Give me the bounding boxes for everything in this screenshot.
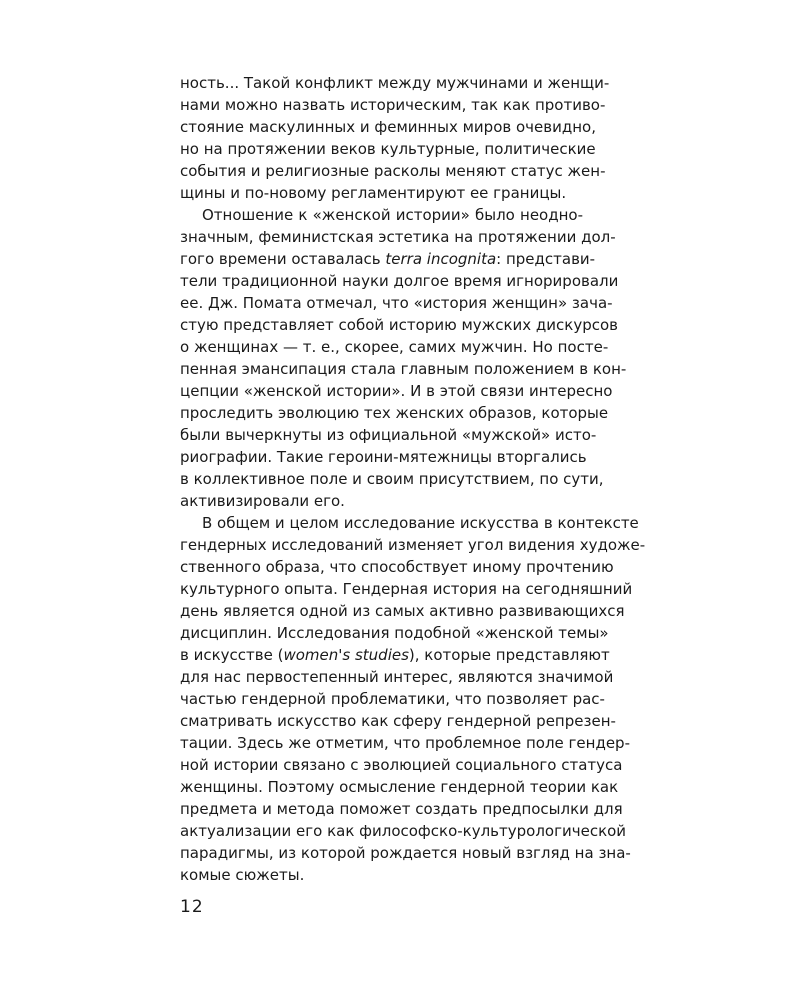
text-line: нами можно назвать историческим, так как противо- bbox=[180, 96, 606, 114]
text-line: культурного опыта. Гендерная история на сегодняшний bbox=[180, 580, 633, 598]
italic-term: women's studies bbox=[283, 646, 409, 664]
page-number: 12 bbox=[180, 897, 204, 917]
body-text bbox=[180, 72, 646, 886]
text-line: для нас первостепенный интерес, являются значимой bbox=[180, 668, 614, 686]
text-line: активизировали его. bbox=[180, 492, 345, 510]
text-line: ность... Такой конфликт между мужчинами и женщи- bbox=[180, 74, 610, 92]
text-line: В общем и целом исследование искусства в контексте bbox=[202, 514, 639, 532]
text-line: стояние маскулинных и феминных миров очевидно, bbox=[180, 118, 596, 136]
text-line: тации. Здесь же отметим, что проблемное поле гендер- bbox=[180, 734, 630, 752]
text-line: щины и по-новому регламентируют ее границы. bbox=[180, 184, 567, 202]
text-line: ственного образа, что способствует иному прочтению bbox=[180, 558, 614, 576]
text-line: были вычеркнуты из официальной «мужской» исто- bbox=[180, 426, 597, 444]
text-line: Отношение к «женской истории» было неодно- bbox=[202, 206, 583, 224]
text-line: значным, феминистская эстетика на протяжении дол- bbox=[180, 228, 616, 246]
text-line: парадигмы, из которой рождается новый взгляд на зна- bbox=[180, 844, 631, 862]
text-line: риографии. Такие героини-мятежницы вторгались bbox=[180, 448, 587, 466]
text-line: сматривать искусство как сферу гендерной репрезен- bbox=[180, 712, 616, 730]
text-line: день является одной из самых активно развивающихся bbox=[180, 602, 625, 620]
text-line: ее. Дж. Помата отмечал, что «история женщин» зача- bbox=[180, 294, 613, 312]
text-line-italic-term: гого времени оставалась terra incognita: представи- bbox=[180, 250, 596, 268]
text-line: частью гендерной проблематики, что позволяет рас- bbox=[180, 690, 605, 708]
text-line: в коллективное поле и своим присутствием, по сути, bbox=[180, 470, 604, 488]
text-line: тели традиционной науки долгое время игнорировали bbox=[180, 272, 619, 290]
text-line: пенная эмансипация стала главным положением в кон- bbox=[180, 360, 627, 378]
text-line: о женщинах — т. е., скорее, самих мужчин. Но посте- bbox=[180, 338, 609, 356]
text-line: цепции «женской истории». И в этой связи интересно bbox=[180, 382, 613, 400]
text-line: дисциплин. Исследования подобной «женской темы» bbox=[180, 624, 609, 642]
text-line: ной истории связано с эволюцией социального статуса bbox=[180, 756, 623, 774]
text-line: комые сюжеты. bbox=[180, 866, 305, 884]
text-line: женщины. Поэтому осмысление гендерной теории как bbox=[180, 778, 619, 796]
text-line: но на протяжении веков культурные, политические bbox=[180, 140, 596, 158]
text-line: стую представляет собой историю мужских дискурсов bbox=[180, 316, 618, 334]
text-line: предмета и метода поможет создать предпосылки для bbox=[180, 800, 623, 818]
text-line: события и религиозные расколы меняют статус жен- bbox=[180, 162, 606, 180]
text-line: гендерных исследований изменяет угол видения художе- bbox=[180, 536, 646, 554]
italic-term: terra incognita bbox=[385, 250, 497, 268]
text-line-italic-term: в искусстве (women's studies), которые представляют bbox=[180, 646, 610, 664]
text-line: актуализации его как философско-культурологической bbox=[180, 822, 627, 840]
text-line: проследить эволюцию тех женских образов, которые bbox=[180, 404, 609, 422]
